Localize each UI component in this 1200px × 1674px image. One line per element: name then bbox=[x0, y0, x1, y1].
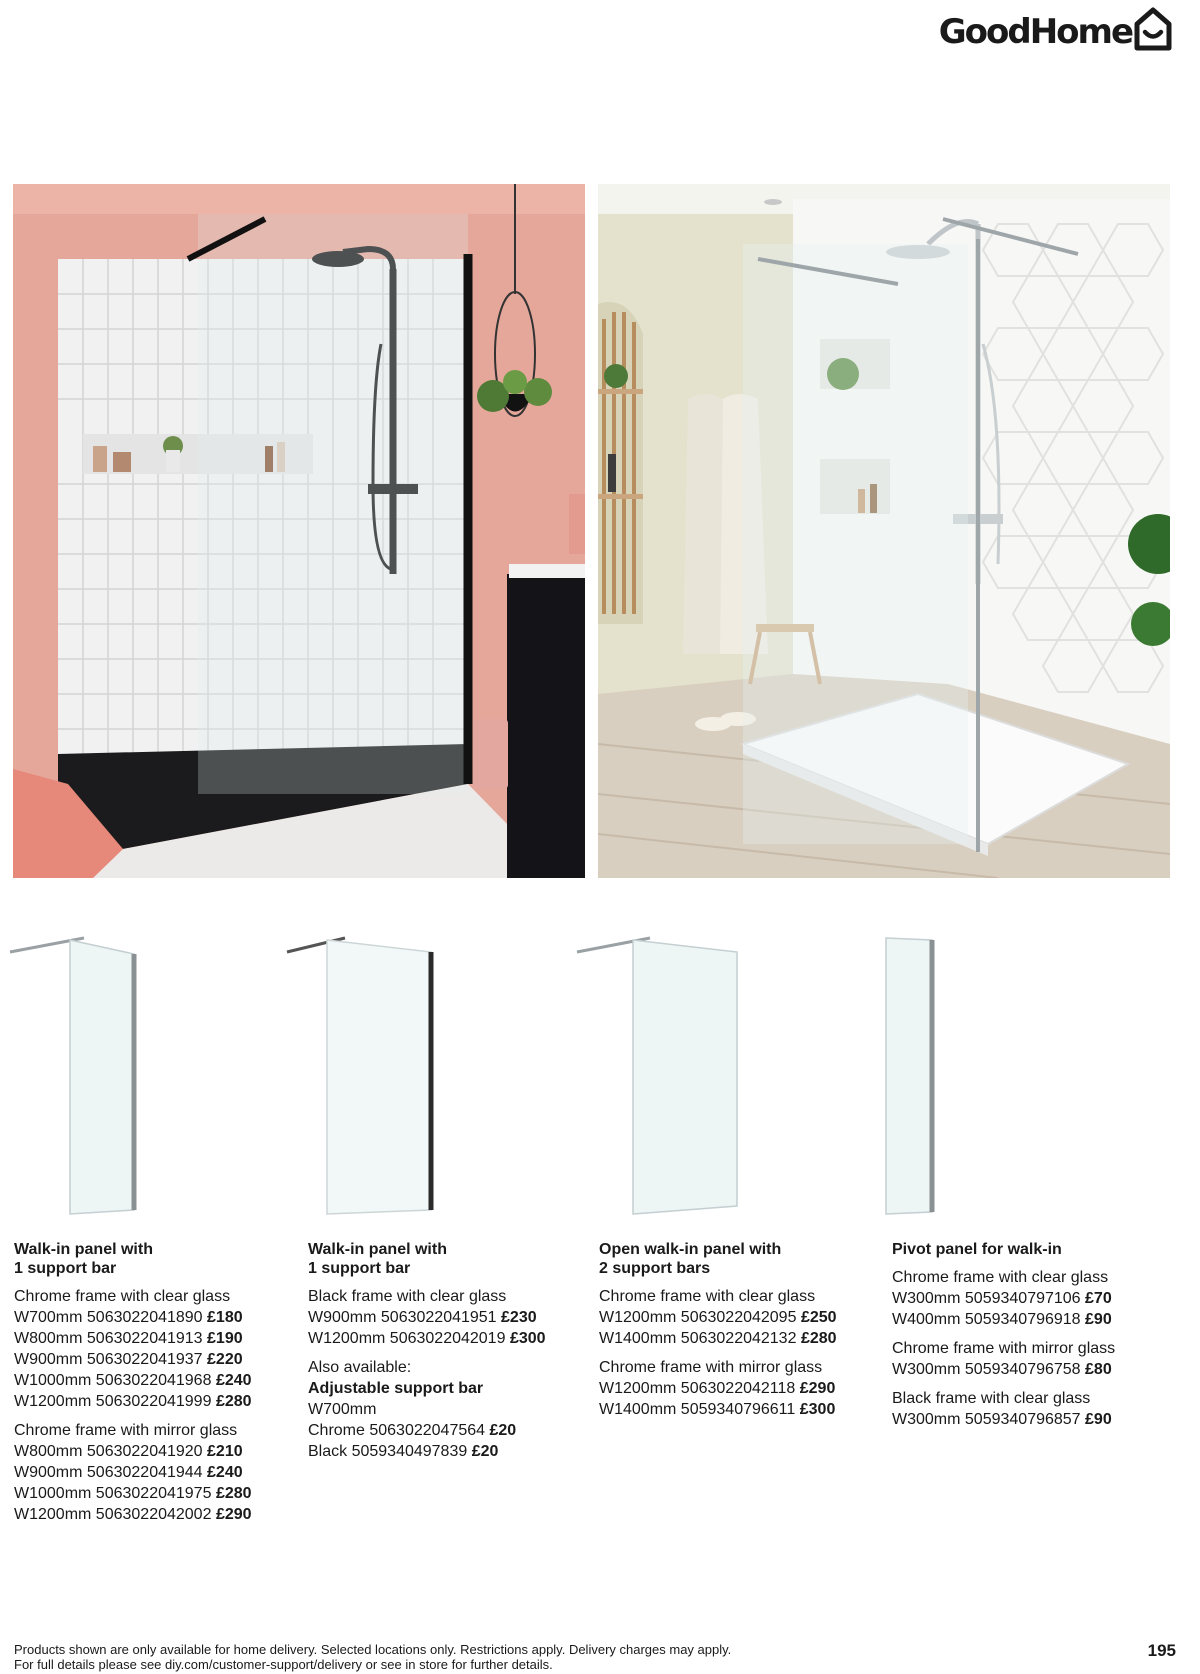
spec-group-heading: Chrome frame with clear glass bbox=[599, 1288, 816, 1305]
bathroom-black-frame-walk-in-shower-photo bbox=[13, 184, 585, 878]
price: £240 bbox=[207, 1464, 243, 1481]
price: £90 bbox=[1085, 1411, 1112, 1428]
spec-line: W800mm 5063022041920 £210 bbox=[14, 1443, 243, 1460]
spec-line: W1000mm 5063022041968 £240 bbox=[14, 1372, 252, 1389]
price: £70 bbox=[1085, 1290, 1112, 1307]
price: £20 bbox=[471, 1443, 499, 1460]
product-column-3 bbox=[599, 1240, 879, 1428]
product-column-4 bbox=[892, 1240, 1172, 1438]
price: £300 bbox=[799, 1401, 836, 1418]
spec-group bbox=[308, 1357, 588, 1462]
price: £280 bbox=[215, 1485, 252, 1502]
product-title: Open walk-in panel with 2 support bars bbox=[599, 1241, 782, 1277]
price: £250 bbox=[800, 1309, 837, 1326]
brand-logo bbox=[939, 8, 1172, 56]
pivot-panel-image bbox=[884, 930, 939, 1220]
product-column-1 bbox=[14, 1240, 294, 1533]
spec-group bbox=[599, 1286, 879, 1349]
price: £190 bbox=[207, 1330, 243, 1347]
price: £180 bbox=[207, 1309, 243, 1326]
walk-in-panel-chrome-image bbox=[8, 930, 138, 1220]
spec-line: W1000mm 5063022041975 £280 bbox=[14, 1485, 252, 1502]
spec-group bbox=[14, 1286, 294, 1412]
spec-line: W300mm 5059340796758 £80 bbox=[892, 1361, 1112, 1378]
spec-group bbox=[14, 1420, 294, 1525]
spec-group-heading: Also available: bbox=[308, 1359, 412, 1376]
spec-line: W800mm 5063022041913 £190 bbox=[14, 1330, 243, 1347]
footer-line: For full details please see diy.com/customer-support/delivery or see in store for further details. bbox=[14, 1657, 553, 1672]
price: £230 bbox=[501, 1309, 537, 1326]
spec-line: W1200mm 5063022042019 £300 bbox=[308, 1330, 546, 1347]
price: £300 bbox=[509, 1330, 546, 1347]
spec-line: W900mm 5063022041951 £230 bbox=[308, 1309, 537, 1326]
spec-line: W700mm bbox=[308, 1401, 377, 1418]
walk-in-panel-black-image bbox=[285, 930, 435, 1220]
open-walk-in-panel-image bbox=[575, 930, 740, 1220]
spec-line: Chrome 5063022047564 £20 bbox=[308, 1422, 517, 1439]
price: £210 bbox=[207, 1443, 243, 1460]
spec-line: W900mm 5063022041937 £220 bbox=[14, 1351, 243, 1368]
product-title: Walk-in panel with 1 support bar bbox=[308, 1241, 447, 1277]
product-title: Walk-in panel with 1 support bar bbox=[14, 1241, 153, 1277]
spec-line: W700mm 5063022041890 £180 bbox=[14, 1309, 243, 1326]
product-title: Pivot panel for walk-in bbox=[892, 1241, 1062, 1258]
footer-line: Products shown are only available for home delivery. Selected locations only. Restrictions apply. Delivery charges may apply. bbox=[14, 1642, 732, 1657]
spec-line: W300mm 5059340796857 £90 bbox=[892, 1411, 1112, 1428]
price: £290 bbox=[799, 1380, 836, 1397]
spec-group-heading: Chrome frame with mirror glass bbox=[892, 1340, 1116, 1357]
price: £220 bbox=[207, 1351, 243, 1368]
spec-line: Black 5059340497839 £20 bbox=[308, 1443, 499, 1460]
spec-group bbox=[892, 1267, 1172, 1330]
spec-group-subheading: Adjustable support bar bbox=[308, 1380, 484, 1397]
price: £240 bbox=[215, 1372, 252, 1389]
price: £290 bbox=[215, 1506, 252, 1523]
spec-group bbox=[308, 1286, 588, 1349]
spec-group bbox=[892, 1388, 1172, 1430]
bathroom-chrome-frame-walk-in-shower-photo bbox=[598, 184, 1170, 878]
page-number: 195 bbox=[1147, 1641, 1176, 1660]
price: £90 bbox=[1085, 1311, 1112, 1328]
price: £80 bbox=[1085, 1361, 1112, 1378]
spec-group-heading: Black frame with clear glass bbox=[308, 1288, 507, 1305]
house-icon bbox=[1134, 6, 1172, 52]
brand-name: GoodHome bbox=[938, 12, 1132, 52]
spec-line: W1200mm 5063022041999 £280 bbox=[14, 1393, 252, 1410]
spec-line: W300mm 5059340797106 £70 bbox=[892, 1290, 1112, 1307]
spec-group bbox=[599, 1357, 879, 1420]
price: £20 bbox=[489, 1422, 517, 1439]
spec-group-heading: Chrome frame with mirror glass bbox=[14, 1422, 238, 1439]
price: £280 bbox=[215, 1393, 252, 1410]
spec-group bbox=[892, 1338, 1172, 1380]
spec-group-heading: Chrome frame with clear glass bbox=[14, 1288, 231, 1305]
spec-line: W1200mm 5063022042002 £290 bbox=[14, 1506, 252, 1523]
spec-line: W1200mm 5063022042095 £250 bbox=[599, 1309, 837, 1326]
product-column-2 bbox=[308, 1240, 588, 1470]
spec-line: W1400mm 5059340796611 £300 bbox=[599, 1401, 836, 1418]
spec-line: W1400mm 5063022042132 £280 bbox=[599, 1330, 837, 1347]
spec-group-heading: Chrome frame with clear glass bbox=[892, 1269, 1109, 1286]
spec-line: W900mm 5063022041944 £240 bbox=[14, 1464, 243, 1481]
price: £280 bbox=[800, 1330, 837, 1347]
spec-line: W1200mm 5063022042118 £290 bbox=[599, 1380, 836, 1397]
spec-group-heading: Chrome frame with mirror glass bbox=[599, 1359, 823, 1376]
spec-group-heading: Black frame with clear glass bbox=[892, 1390, 1091, 1407]
spec-line: W400mm 5059340796918 £90 bbox=[892, 1311, 1112, 1328]
footer-disclaimer bbox=[14, 1642, 731, 1672]
